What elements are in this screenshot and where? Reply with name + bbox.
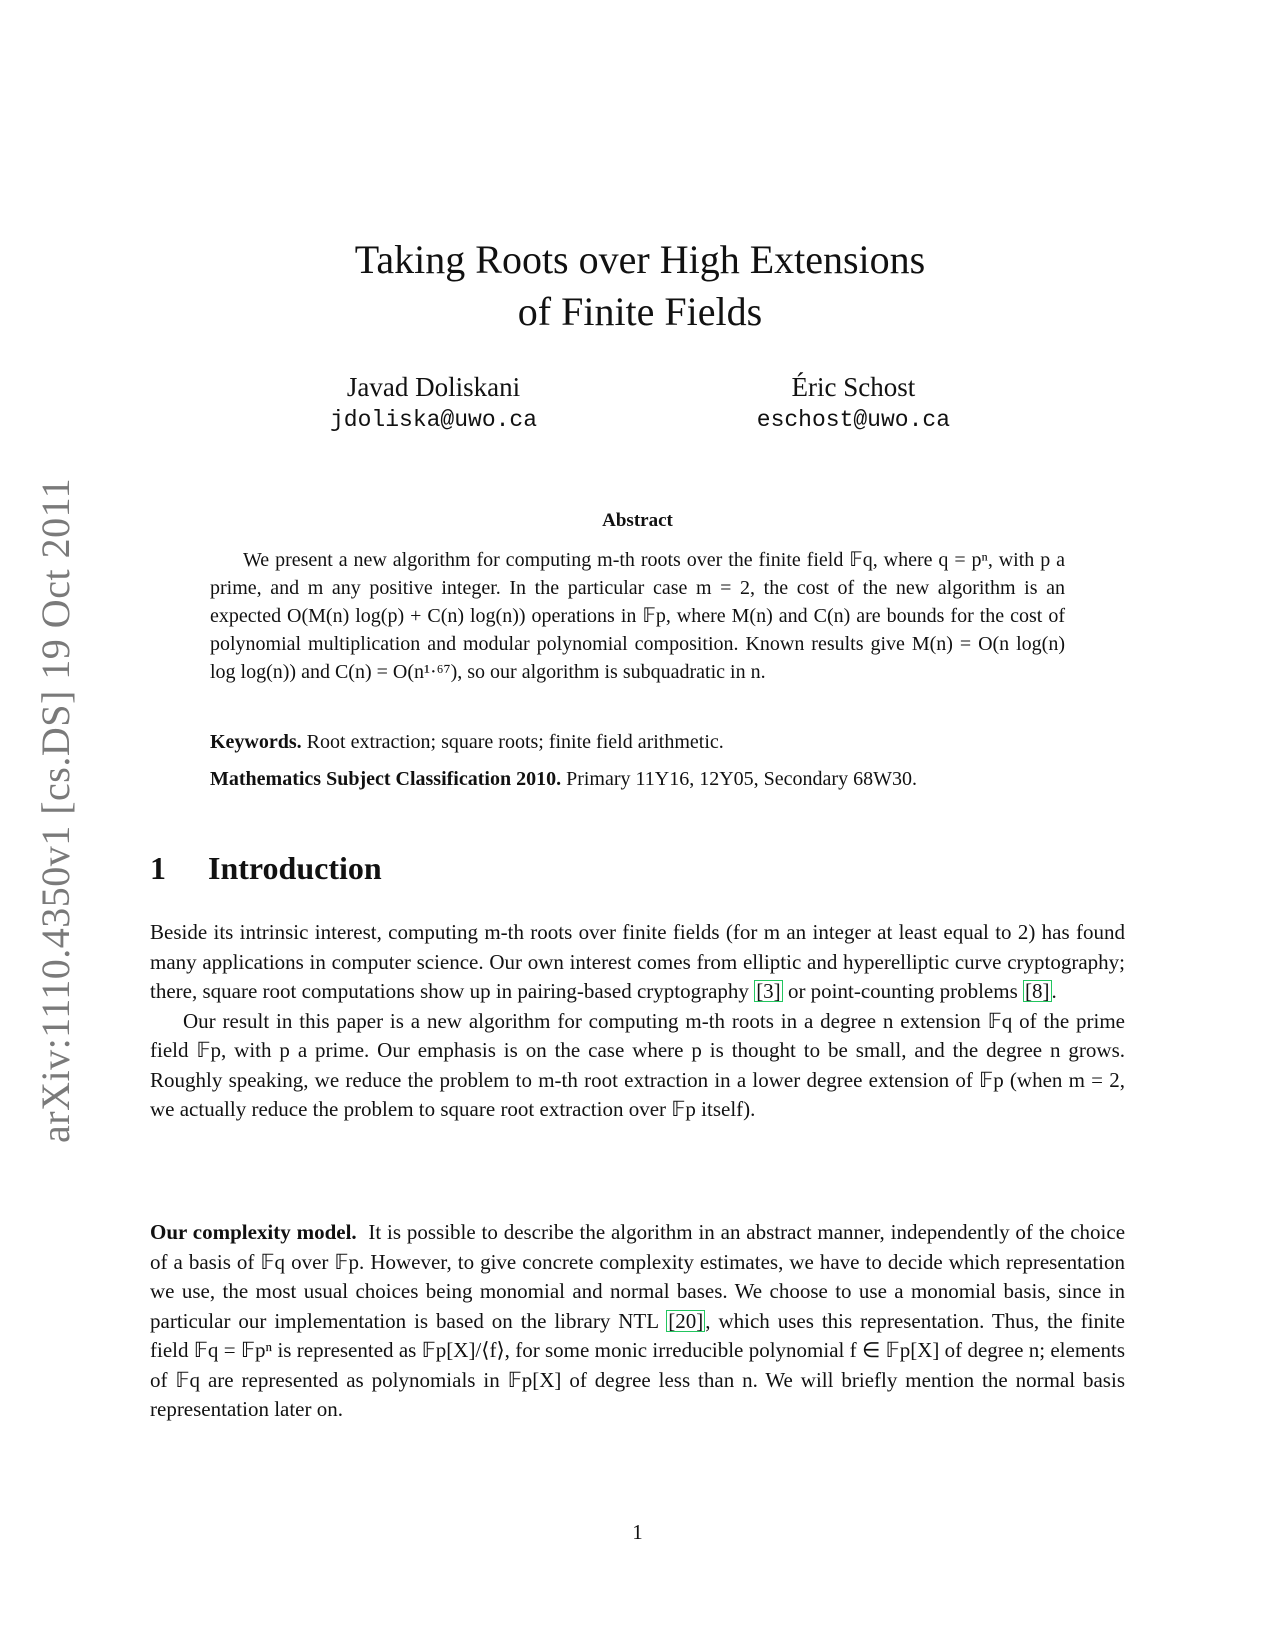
section-heading xyxy=(150,850,382,887)
section-title-text: Introduction xyxy=(208,850,382,886)
abstract-text: We present a new algorithm for computing m-th roots over the finite field 𝔽q, where q = pⁿ, with p a prime, and m any positive integer. In the particular case m = 2, the cost of the new algorithm is an expected O(M(n) log(p) + C(n) log(n)) operations in 𝔽p, where M(n) and C(n) are bounds for the cost of polynomial multiplication and modular polynomial composition. Known results give M(n) = O(n log(n) log log(n)) and C(n) = O(n¹·⁶⁷), so our algorithm is subquadratic in n. xyxy=(210,549,1065,683)
author-name: Javad Doliskani xyxy=(346,372,521,402)
intro-paragraph-1 xyxy=(150,918,1125,1007)
arxiv-id: arXiv:1110.4350v1 [cs.DS] 19 Oct 2011 xyxy=(33,477,78,1143)
paper-title xyxy=(220,234,1060,338)
author-list xyxy=(330,370,950,436)
msc-text: Primary 11Y16, 12Y05, Secondary 68W30. xyxy=(566,768,917,790)
author-name: Éric Schost xyxy=(791,372,916,402)
introduction-body xyxy=(150,918,1125,1125)
complexity-label: Our complexity model. xyxy=(150,1220,357,1244)
intro-p1-end: . xyxy=(1051,979,1057,1003)
complexity-model xyxy=(150,1218,1125,1425)
author-block xyxy=(757,370,950,436)
title-line-1: Taking Roots over High Extensions xyxy=(354,237,926,282)
arxiv-stamp xyxy=(20,455,80,1145)
title-line-2: of Finite Fields xyxy=(517,289,763,334)
complexity-paragraph xyxy=(150,1218,1125,1425)
intro-p1-text: Beside its intrinsic interest, computing m-th roots over finite fields (for m an integer at least equal to 2) has found many applications in computer science. Our own interest comes from elliptic and hyperelliptic curve cryptography; there, square root computations show up in pairing-based cryptography xyxy=(150,920,1125,1003)
author-block xyxy=(330,370,537,436)
citation-link[interactable]: [8] xyxy=(1025,979,1050,1003)
keywords xyxy=(210,728,1065,756)
section-number: 1 xyxy=(150,850,166,886)
author-email: eschost@uwo.ca xyxy=(756,407,950,433)
abstract xyxy=(210,546,1065,686)
keywords-label: Keywords. xyxy=(210,731,302,753)
citation-link[interactable]: [20] xyxy=(668,1308,704,1333)
keywords-text: Root extraction; square roots; finite field arithmetic. xyxy=(306,731,724,753)
citation-link[interactable]: [3] xyxy=(756,979,781,1003)
author-email: jdoliska@uwo.ca xyxy=(330,407,538,433)
msc-classification xyxy=(210,765,1065,793)
abstract-heading: Abstract xyxy=(602,510,673,531)
page-number: 1 xyxy=(632,1520,643,1544)
complexity-text-b: , which uses this representation. Thus, the finite field 𝔽q = 𝔽pⁿ is represented as 𝔽p[X]/⟨f⟩, for some monic irreducible polynomial f ∈ 𝔽p[X] of degree n; elements of 𝔽q are represented as polynomials in 𝔽p[X] of degree less than n. We will briefly mention the normal basis representation later on. xyxy=(150,1308,1125,1421)
intro-p1-mid: or point-counting problems xyxy=(782,979,1023,1003)
complexity-text-a: It is possible to describe the algorithm in an abstract manner, independently of the choice of a basis of 𝔽q over 𝔽p. However, to give concrete complexity estimates, we have to decide which representation we use, the most usual choices being monomial and normal bases. We choose to use a monomial basis, since in particular our implementation is based on the library NTL xyxy=(150,1220,1126,1333)
intro-paragraph-2: Our result in this paper is a new algorithm for computing m-th roots in a degree n extension 𝔽q of the prime field 𝔽p, with p a prime. Our emphasis is on the case where p is thought to be small, and the degree n grows. Roughly speaking, we reduce the problem to m-th root extraction in a lower degree extension of 𝔽p (when m = 2, we actually reduce the problem to square root extraction over 𝔽p itself). xyxy=(150,1008,1125,1121)
msc-label: Mathematics Subject Classification 2010. xyxy=(210,768,562,790)
